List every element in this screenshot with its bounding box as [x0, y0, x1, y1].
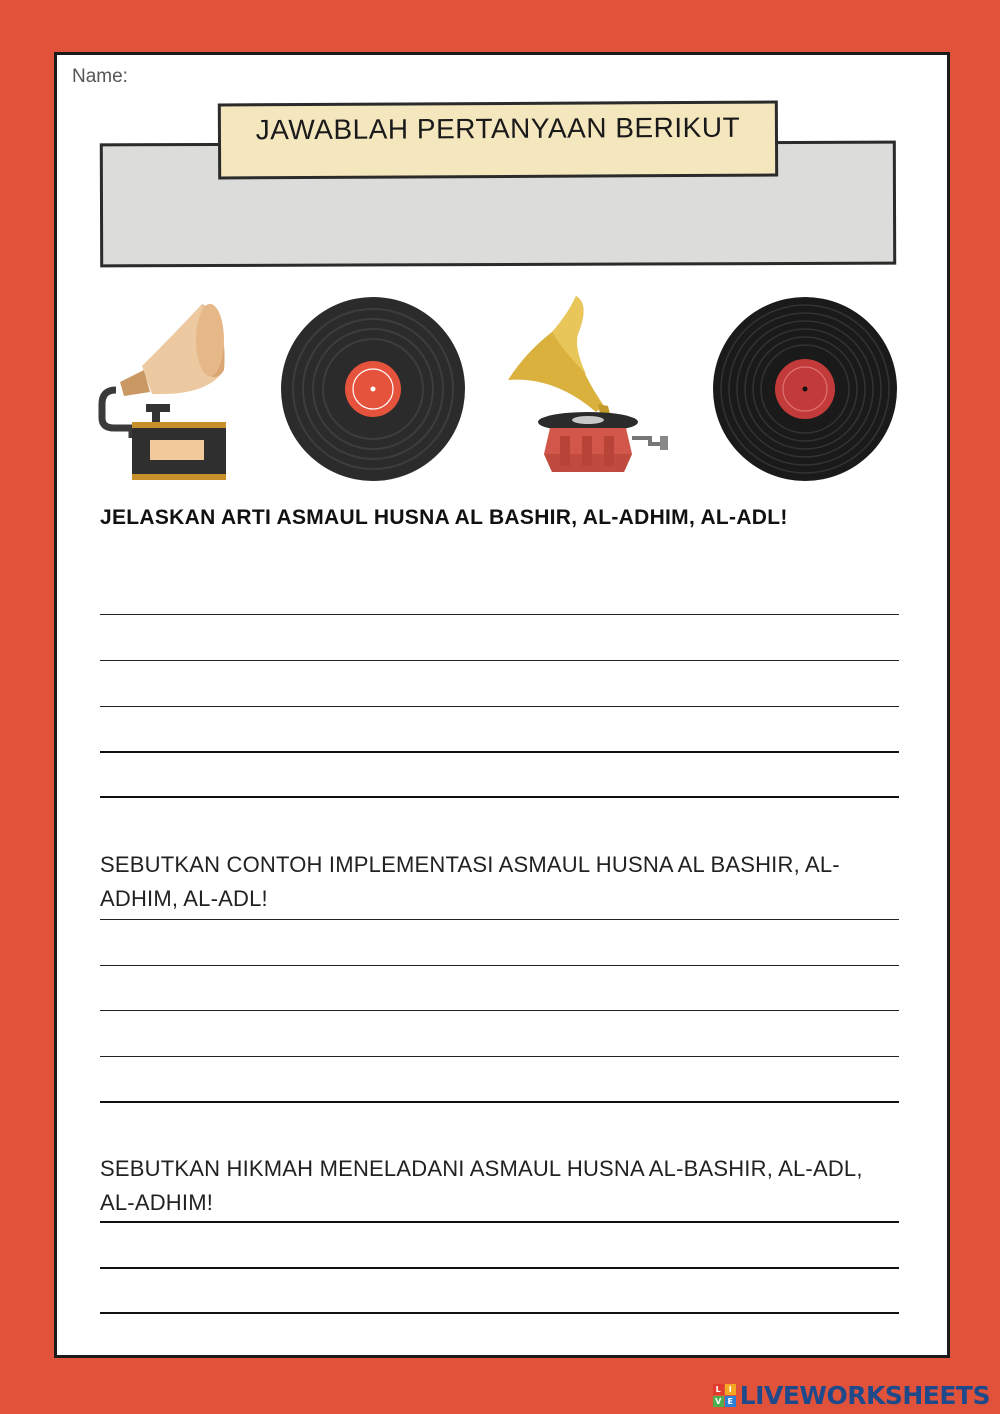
- vinyl-record-icon: [280, 296, 466, 482]
- answer-line[interactable]: [100, 796, 899, 798]
- brand-letter: V: [713, 1396, 724, 1407]
- answer-line[interactable]: [100, 751, 899, 753]
- answer-line[interactable]: [100, 1221, 899, 1223]
- answer-line[interactable]: [100, 660, 899, 661]
- gramophone-icon: [506, 294, 674, 480]
- answer-line[interactable]: [100, 1312, 899, 1314]
- name-label: Name:: [72, 66, 128, 87]
- answer-line[interactable]: [100, 614, 899, 615]
- question-3-text: SEBUTKAN HIKMAH MENELADANI ASMAUL HUSNA AL-BASHIR, AL-ADL, AL-ADHIM!: [100, 1156, 863, 1215]
- gramophone-icon: [98, 300, 232, 484]
- answer-line[interactable]: [100, 1101, 899, 1103]
- answer-line[interactable]: [100, 1267, 899, 1269]
- brand-letter: I: [725, 1384, 736, 1395]
- question-2-text: SEBUTKAN CONTOH IMPLEMENTASI ASMAUL HUSNA AL BASHIR, AL-ADHIM, AL-ADL!: [100, 852, 840, 911]
- brand-name: LIVEWORKSHEETS: [739, 1380, 990, 1410]
- answer-line[interactable]: [100, 1010, 899, 1011]
- brand-letter: L: [713, 1384, 724, 1395]
- liveworksheets-logo: [713, 1380, 990, 1410]
- brand-letter: E: [725, 1396, 736, 1407]
- page-title: JAWABLAH PERTANYAAN BERIKUT: [255, 111, 741, 146]
- answer-line[interactable]: [100, 965, 899, 966]
- title-banner: [218, 101, 778, 180]
- brand-letter-grid: [713, 1384, 736, 1407]
- answer-line[interactable]: [100, 706, 899, 707]
- answer-line[interactable]: [100, 1056, 899, 1057]
- question-1-text: JELASKAN ARTI ASMAUL HUSNA AL BASHIR, AL-ADHIM, AL-ADL!: [100, 506, 788, 529]
- answer-line[interactable]: [100, 919, 899, 920]
- vinyl-record-icon: [712, 296, 898, 482]
